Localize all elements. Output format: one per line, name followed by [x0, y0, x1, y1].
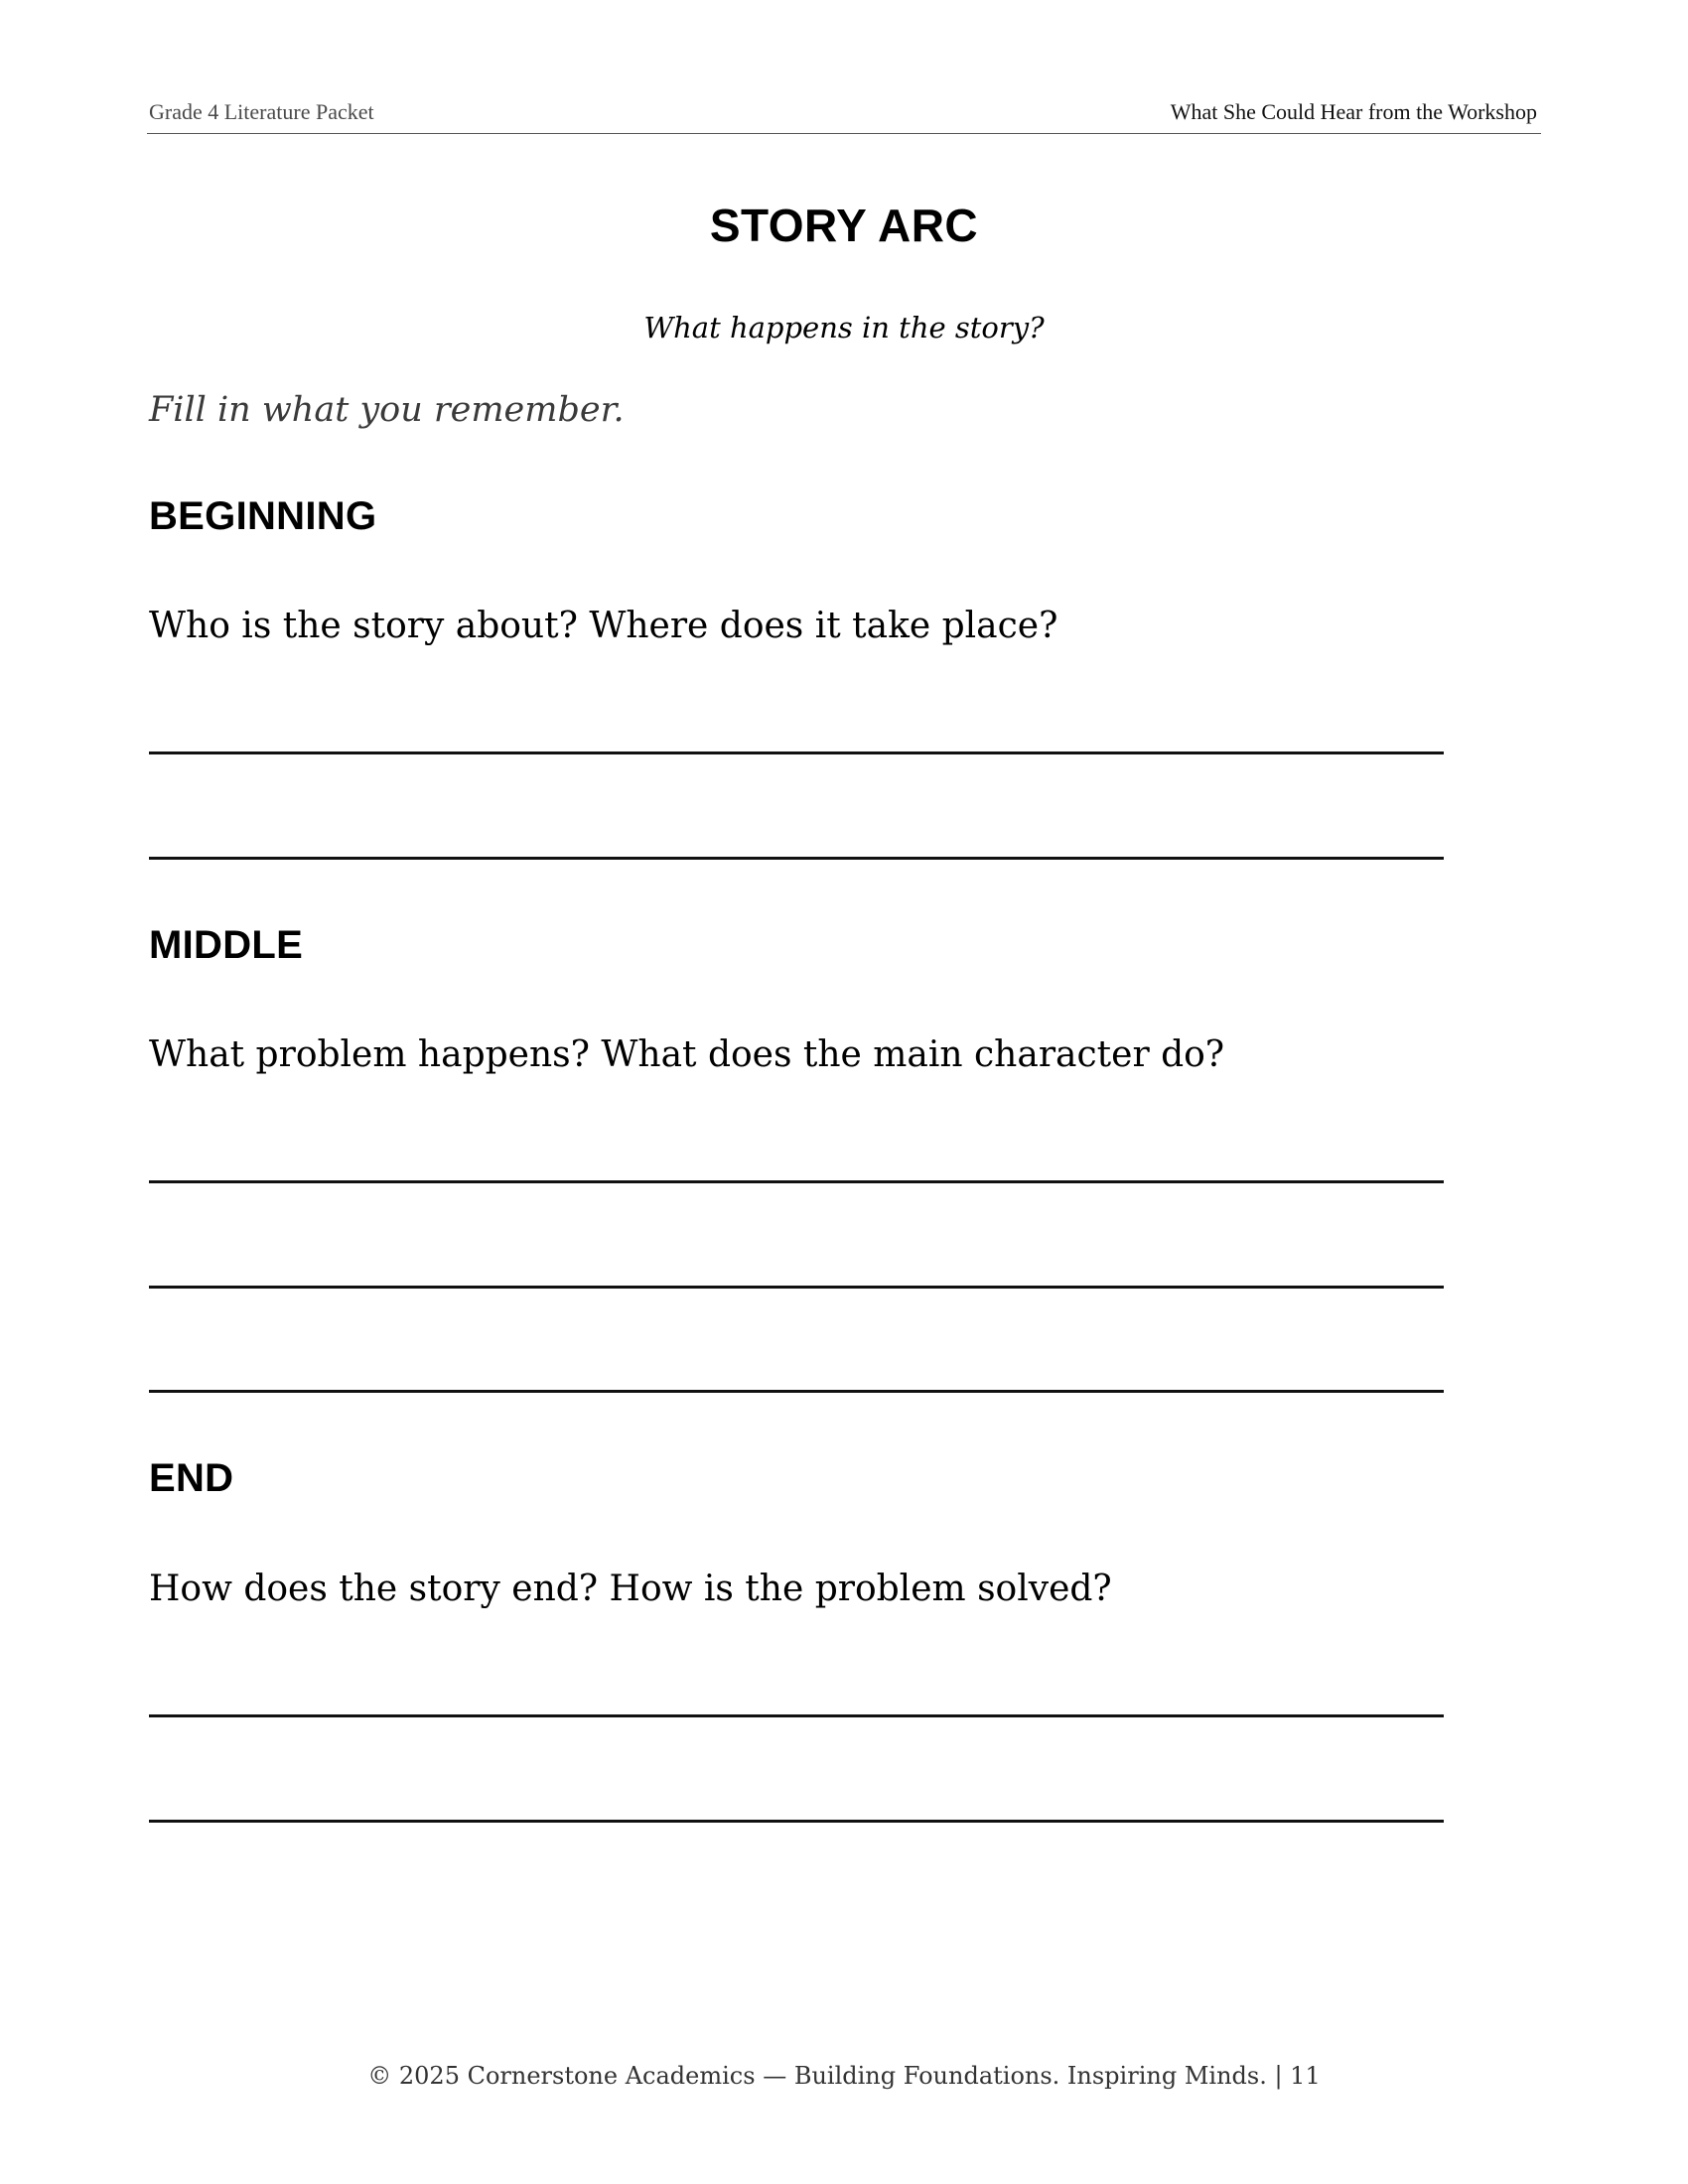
- section-heading-beginning: BEGINNING: [149, 494, 377, 538]
- question-middle: What problem happens? What does the main character do?: [149, 1034, 1225, 1075]
- page-subtitle: What happens in the story?: [643, 311, 1045, 344]
- section-heading-middle: MIDDLE: [149, 923, 304, 967]
- question-end: How does the story end? How is the problem solved?: [149, 1569, 1112, 1609]
- question-beginning: Who is the story about? Where does it take place?: [149, 606, 1058, 646]
- page-header: [147, 95, 1541, 134]
- answer-line[interactable]: [149, 1820, 1444, 1823]
- answer-line[interactable]: [149, 1714, 1444, 1717]
- page-footer: © 2025 Cornerstone Academics — Building Foundations. Inspiring Minds. | 11: [367, 2062, 1321, 2090]
- answer-line[interactable]: [149, 1390, 1444, 1393]
- answer-line[interactable]: [149, 1286, 1444, 1289]
- header-packet-title: Grade 4 Literature Packet: [149, 99, 374, 124]
- answer-line[interactable]: [149, 857, 1444, 860]
- header-story-title: What She Could Hear from the Workshop: [1170, 99, 1537, 124]
- answer-line[interactable]: [149, 1180, 1444, 1183]
- page-title: STORY ARC: [709, 200, 979, 251]
- answer-line[interactable]: [149, 751, 1444, 754]
- section-heading-end: END: [149, 1456, 234, 1500]
- instruction-text: Fill in what you remember.: [149, 390, 625, 430]
